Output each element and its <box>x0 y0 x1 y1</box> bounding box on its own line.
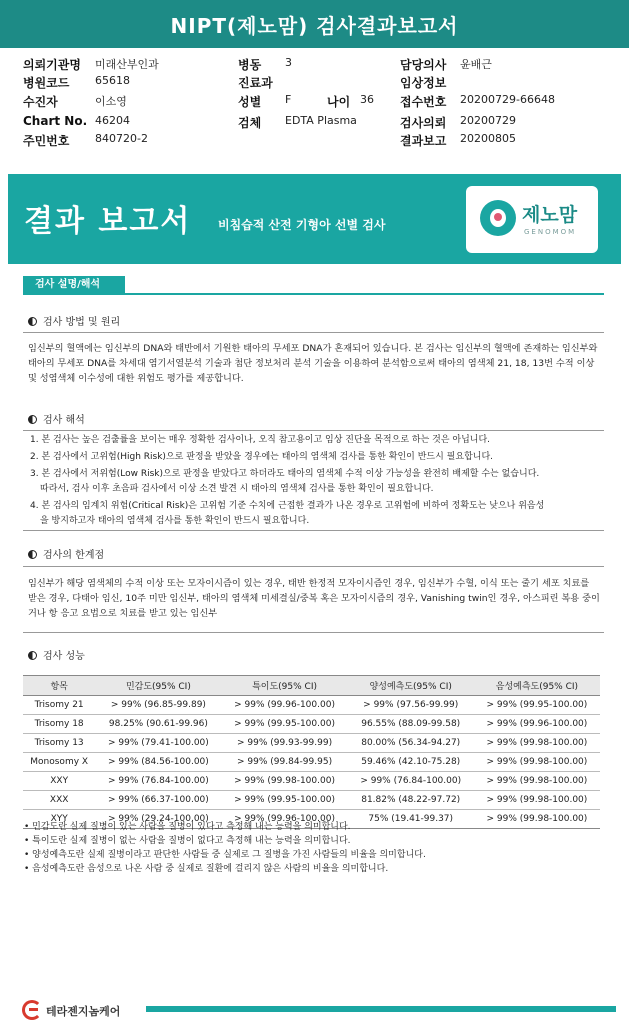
column-header: 양성예측도(95% CI) <box>348 676 474 696</box>
patient-info-block <box>0 52 629 154</box>
table-cell: > 99% (99.96-100.00) <box>221 810 347 829</box>
age-value: 36 <box>360 93 374 106</box>
table-cell: 80.00% (56.34-94.27) <box>348 734 474 753</box>
table-cell: > 99% (99.96-100.00) <box>474 715 600 734</box>
table-cell: 59.46% (42.10-75.28) <box>348 753 474 772</box>
section-divider <box>23 430 604 431</box>
list-item: 1. 본 검사는 높은 검출률을 보이는 매우 정확한 검사이나, 오직 참고용이고 임상 진단을 목적으로 하는 것은 아닙니다. <box>30 435 491 445</box>
list-item: 4. 본 검사의 임계치 위험(Critical Risk)은 고위험 기준 수치에 근접한 결과가 나온 경우로 고위험에 비하여 정확도는 낮으나 위음성 <box>30 501 545 511</box>
table-row <box>23 715 600 734</box>
doctor-label: 담당의사 <box>400 58 447 72</box>
table-cell: 98.25% (90.61-99.96) <box>95 715 221 734</box>
info-row <box>0 56 629 74</box>
banner-subtitle: 비침습적 산전 기형아 선별 검사 <box>218 218 386 232</box>
table-row <box>23 696 600 715</box>
table-cell: > 99% (79.41-100.00) <box>95 734 221 753</box>
chart-label: Chart No. <box>23 114 88 128</box>
specimen-label: 검체 <box>238 116 262 130</box>
table-cell: > 99% (76.84-100.00) <box>95 772 221 791</box>
table-cell: > 99% (29.24-100.00) <box>95 810 221 829</box>
info-row <box>0 74 629 92</box>
table-cell: > 99% (99.95-100.00) <box>221 791 347 810</box>
banner-title: 결과 보고서 <box>24 204 192 239</box>
rrn-label: 주민번호 <box>23 134 70 148</box>
age-label: 나이 <box>327 95 351 109</box>
note-item: • 특이도란 실제 질병이 없는 사람을 질병이 없다고 측정해 내는 능력을 의미합니다. <box>24 836 351 846</box>
ward-label: 병동 <box>238 58 262 72</box>
list-item: 2. 본 검사에서 고위험(High Risk)으로 판정을 받았을 경우에는 태아의 염색체 검사를 통한 확인이 반드시 필요합니다. <box>30 452 494 462</box>
table-cell: > 99% (99.98-100.00) <box>474 772 600 791</box>
sex-label: 성별 <box>238 95 262 109</box>
section-tab: 검사 설명/해석 <box>23 276 125 294</box>
performance-notes <box>24 820 426 876</box>
table-row <box>23 753 600 772</box>
table-cell: 75% (19.41-99.37) <box>348 810 474 829</box>
half-circle-bullet-icon <box>28 550 37 559</box>
ward-value: 3 <box>285 56 292 69</box>
table-cell: > 99% (99.98-100.00) <box>474 753 600 772</box>
table-cell: > 99% (99.98-100.00) <box>474 810 600 829</box>
limits-text: 임신부가 해당 염색체의 수적 이상 또는 모자이시즘이 있는 경우, 태반 한정적 모자이시즘인 경우, 임신부가 수혈, 이식 또는 줄기 세포 치료를 받은 경우, 다태아 임신, 10주 미만 임신부, 태아의 염색체 미세결실/중복 혹은 모자이시즘의 경우, Vanishing twin인 경우, 아스피린 복용 중이거나 항 응고 요법으로 치료를 받고 있는 임신부 <box>28 578 600 619</box>
column-header: 특이도(95% CI) <box>221 676 347 696</box>
table-cell: > 99% (99.84-99.95) <box>221 753 347 772</box>
report-title: NIPT(제노맘) 검사결과보고서 <box>170 13 459 38</box>
request-value: 20200729 <box>460 114 516 127</box>
specimen-value: EDTA Plasma <box>285 114 357 127</box>
table-cell: > 99% (96.85-99.89) <box>95 696 221 715</box>
half-circle-bullet-icon <box>28 651 37 660</box>
rrn-value: 840720-2 <box>95 132 148 145</box>
table-cell: > 99% (99.95-100.00) <box>221 715 347 734</box>
request-label: 검사의뢰 <box>400 116 447 130</box>
table-row <box>23 791 600 810</box>
method-heading: 검사 방법 및 원리 <box>28 313 120 328</box>
column-header: 음성예측도(95% CI) <box>474 676 600 696</box>
table-cell: > 99% (99.93-99.99) <box>221 734 347 753</box>
section-divider <box>23 566 604 567</box>
receipt-value: 20200729-66648 <box>460 93 555 106</box>
table-cell: Trisomy 18 <box>23 715 95 734</box>
table-cell: Trisomy 13 <box>23 734 95 753</box>
table-cell: 96.55% (88.09-99.58) <box>348 715 474 734</box>
table-cell: 81.82% (48.22-97.72) <box>348 791 474 810</box>
table-cell: XXX <box>23 791 95 810</box>
report-banner <box>8 174 621 264</box>
info-row <box>0 132 629 150</box>
dept-label: 진료과 <box>238 76 273 90</box>
org-value: 미래산부인과 <box>95 58 159 71</box>
doctor-value: 윤배근 <box>460 58 492 71</box>
table-row <box>23 734 600 753</box>
report-title-bar <box>0 0 629 48</box>
report-date-value: 20200805 <box>460 132 516 145</box>
info-row <box>0 93 629 111</box>
half-circle-bullet-icon <box>28 415 37 424</box>
receipt-label: 접수번호 <box>400 95 447 109</box>
interpretation-heading: 검사 해석 <box>28 411 85 426</box>
logo-english: GENOMOM <box>524 228 577 236</box>
table-cell: > 99% (97.56-99.99) <box>348 696 474 715</box>
table-cell: > 99% (99.98-100.00) <box>474 791 600 810</box>
performance-heading: 검사 성능 <box>28 647 85 662</box>
column-header: 민감도(95% CI) <box>95 676 221 696</box>
table-cell: > 99% (84.56-100.00) <box>95 753 221 772</box>
note-item: • 음성예측도란 음성으로 나온 사람 중 실제로 질환에 걸리지 않은 사람의 비율을 의미합니다. <box>24 864 389 874</box>
patient-value: 이소영 <box>95 95 127 108</box>
genomom-logo <box>466 186 598 253</box>
section-divider <box>23 332 604 333</box>
half-circle-bullet-icon <box>28 317 37 326</box>
list-item: 3. 본 검사에서 저위험(Low Risk)으로 판정을 받았다고 하더라도 태아의 염색체 수적 이상 가능성을 완전히 배제할 수는 없습니다. <box>30 469 540 479</box>
table-cell: > 99% (99.98-100.00) <box>221 772 347 791</box>
report-date-label: 결과보고 <box>400 134 447 148</box>
list-item: 을 방지하고자 태아의 염색체 검사를 통한 확인이 반드시 필요합니다. <box>40 516 310 526</box>
table-row <box>23 772 600 791</box>
info-row <box>0 114 629 132</box>
table-header-row <box>23 676 600 696</box>
hospital-code-value: 65618 <box>95 74 130 87</box>
section-divider <box>23 632 604 633</box>
footer-company-name: 테라젠지놈케어 <box>46 1005 121 1018</box>
performance-table <box>23 675 600 829</box>
chart-value: 46204 <box>95 114 130 127</box>
table-cell: > 99% (66.37-100.00) <box>95 791 221 810</box>
method-text: 임신부의 혈액에는 임신부의 DNA와 태반에서 기원한 태아의 무세포 DNA가 혼재되어 있습니다. 본 검사는 임신부의 혈액에 존재하는 임신부와 태아의 무세포 DNA를 차세대 염기서열분석 기술과 첨단 정보처리 분석 기술을 이용하여 분석함으로써 태아의 염색체 21, 18, 13번 수적 이상 및 성염색체 이수성에 대한 위험도 평가를 제공합니다. <box>28 343 598 384</box>
list-item: 따라서, 검사 이후 초음파 검사에서 이상 소견 발견 시 태아의 염색체 검사를 통한 확인이 필요합니다. <box>40 484 434 494</box>
footer-bar <box>146 1006 616 1012</box>
table-cell: > 99% (99.95-100.00) <box>474 696 600 715</box>
sex-value: F <box>285 93 292 106</box>
org-label: 의뢰기관명 <box>23 58 81 72</box>
section-divider <box>23 530 604 531</box>
logo-name: 제노맘 <box>522 204 578 226</box>
column-header: 항목 <box>23 676 95 696</box>
note-item: • 양성예측도란 실제 질병이라고 판단한 사람들 중 실제로 그 질병을 가진 사람들의 비율을 의미합니다. <box>24 850 426 860</box>
table-cell: Monosomy X <box>23 753 95 772</box>
hospital-code-label: 병원코드 <box>23 76 70 90</box>
table-cell: > 99% (99.98-100.00) <box>474 734 600 753</box>
limits-heading: 검사의 한계점 <box>28 546 104 561</box>
patient-label: 수진자 <box>23 95 58 109</box>
note-item: • 민감도란 실제 질병이 있는 사람을 질병이 있다고 측정해 내는 능력을 의미합니다. <box>24 822 351 832</box>
terragen-logo-icon <box>22 1000 42 1020</box>
table-cell: XYY <box>23 810 95 829</box>
table-cell: > 99% (76.84-100.00) <box>348 772 474 791</box>
table-cell: Trisomy 21 <box>23 696 95 715</box>
genomom-logo-icon <box>480 200 516 236</box>
table-cell: XXY <box>23 772 95 791</box>
clinical-label: 임상정보 <box>400 76 447 90</box>
table-cell: > 99% (99.96-100.00) <box>221 696 347 715</box>
